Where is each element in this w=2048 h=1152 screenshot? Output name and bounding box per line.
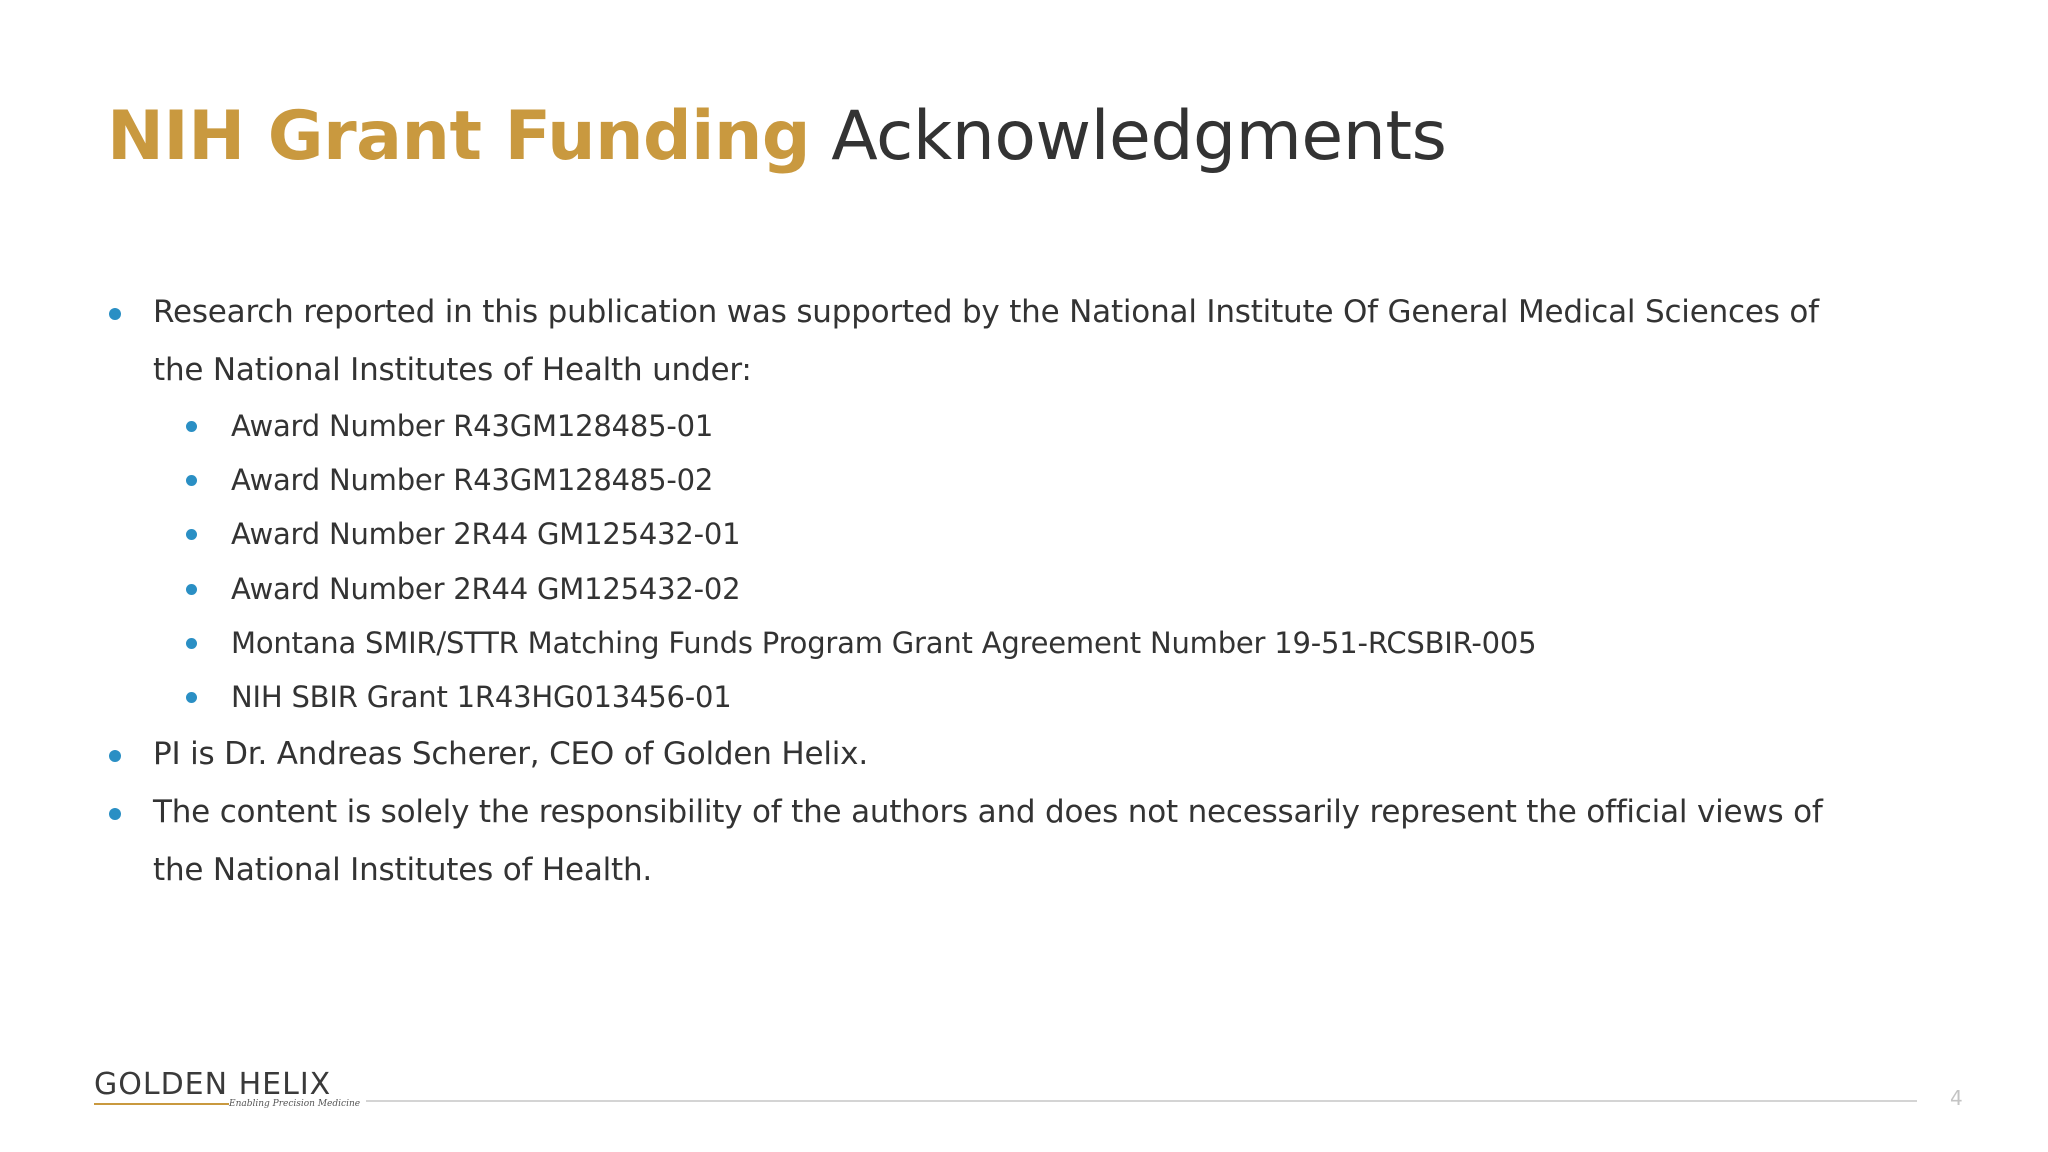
award-item: Award Number R43GM128485-01 — [231, 409, 714, 443]
bullet-dot — [109, 808, 121, 820]
title-accent: NIH Grant Funding — [107, 97, 811, 176]
award-item: Montana SMIR/STTR Matching Funds Program Grant Agreement Number 19-51-RCSBIR-005 — [231, 626, 1537, 660]
sub-bullet-dot — [186, 529, 197, 540]
bullet-dot — [109, 308, 121, 320]
bullet-text: The content is solely the responsibility of the authors and does not necessarily represent the official views of — [153, 794, 1823, 830]
award-item: Award Number 2R44 GM125432-01 — [231, 517, 741, 551]
footer-rule — [366, 1100, 1917, 1102]
bullet-text-continued: the National Institutes of Health. — [153, 852, 653, 888]
sub-bullet-dot — [186, 475, 197, 486]
award-item: Award Number 2R44 GM125432-02 — [231, 572, 741, 606]
golden-helix-logo — [94, 1067, 361, 1114]
logo-tagline: Enabling Precision Medicine — [229, 1099, 361, 1109]
sub-bullet-dot — [186, 692, 197, 703]
bullet-text-continued: the National Institutes of Health under: — [153, 352, 752, 388]
award-item: Award Number R43GM128485-02 — [231, 463, 714, 497]
sub-bullet-dot — [186, 638, 197, 649]
bullet-text: Research reported in this publication was supported by the National Institute Of General Medical Sciences of — [153, 294, 1819, 330]
logo-name: GOLDEN HELIX — [94, 1067, 332, 1102]
title-rest: Acknowledgments — [831, 97, 1447, 176]
sub-bullet-dot — [186, 421, 197, 432]
logo-underline — [94, 1103, 229, 1105]
sub-bullet-dot — [186, 584, 197, 595]
page-number: 4 — [1950, 1086, 1963, 1110]
award-item: NIH SBIR Grant 1R43HG013456-01 — [231, 680, 732, 714]
bullet-dot — [109, 750, 121, 762]
bullet-text: PI is Dr. Andreas Scherer, CEO of Golden Helix. — [153, 736, 868, 772]
